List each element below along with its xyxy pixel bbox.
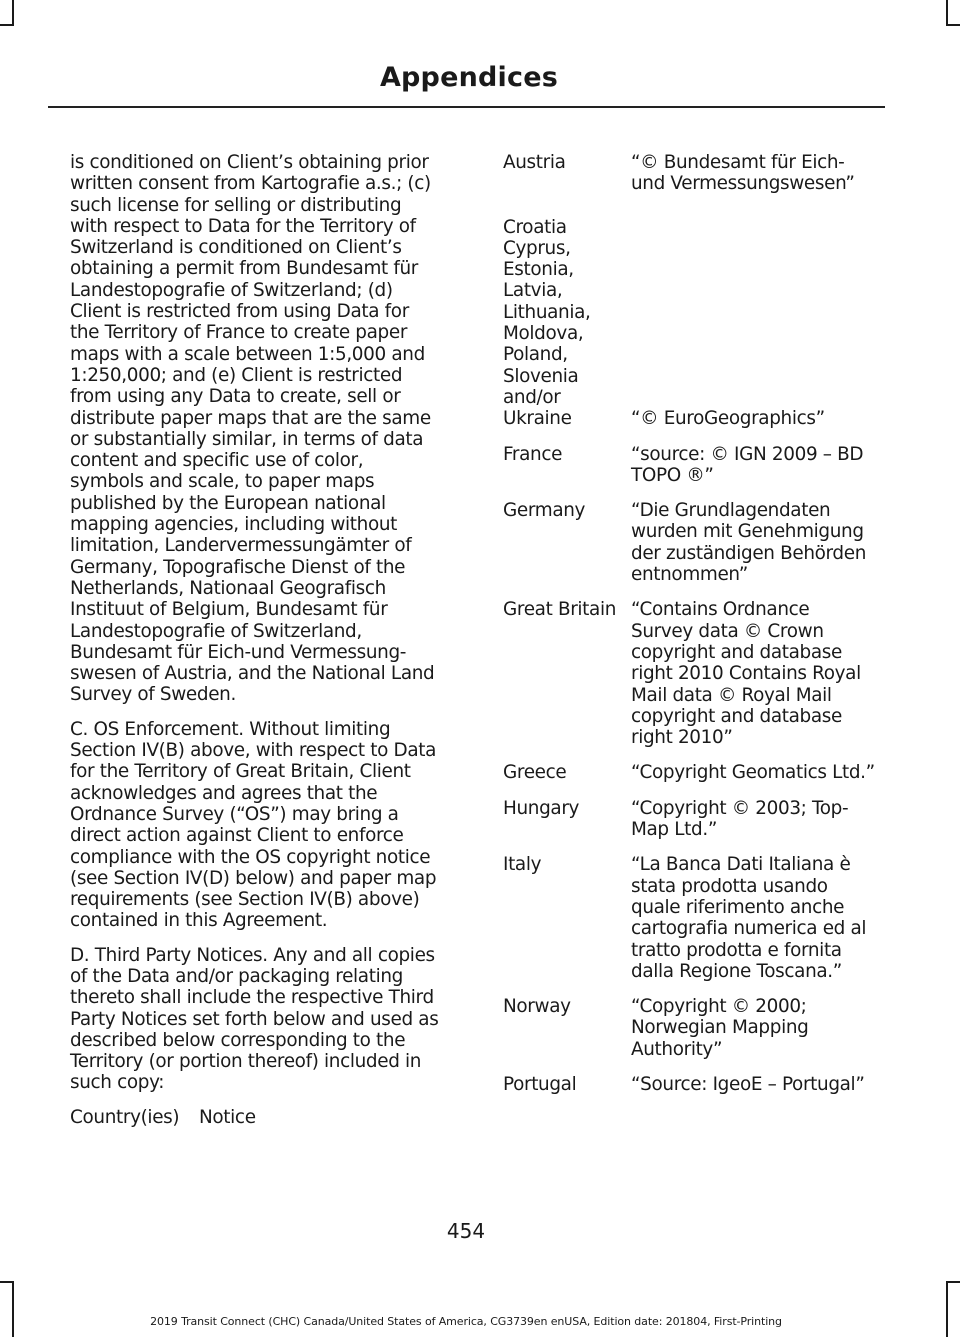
country-cell: Norway xyxy=(503,996,571,1018)
body-paragraph: C. OS Enforcement. Without limiting Section IV(B) above, with respect to Data for the Territory of Great Britain, Client acknowledges and agrees that the Ordnance Survey (“OS”) may bring a direct action against Client to enforce compliance with the OS copyright notice (see Section IV(D) below) and paper map requirements (see Section IV(B) above) contained in this Agreement. xyxy=(70,718,437,932)
crop-mark xyxy=(946,1281,948,1337)
notice-cell: “© EuroGeographics” xyxy=(631,408,825,430)
body-paragraph: D. Third Party Notices. Any and all copies of the Data and/or packaging relating thereto shall include the respective Third Party Notices set forth below and used as described below corresponding to the Territory (or portion thereof) included in such copy: xyxy=(70,944,439,1094)
left-column xyxy=(70,152,442,1128)
country-cell: Hungary xyxy=(503,797,580,819)
notice-cell: “Copyright © 2003; Top-Map Ltd.” xyxy=(631,797,849,841)
table-row xyxy=(503,217,878,430)
crop-mark xyxy=(946,0,948,26)
crop-mark xyxy=(946,24,960,26)
table-row xyxy=(503,854,878,982)
notice-table xyxy=(503,152,878,1109)
crop-mark xyxy=(0,1281,14,1283)
page-title: Appendices xyxy=(379,62,558,93)
notice-cell: “Source: IgeoE – Portugal” xyxy=(631,1073,865,1095)
table-row xyxy=(503,599,878,748)
notice-cell: “source: © IGN 2009 – BD TOPO ®” xyxy=(631,443,864,486)
country-cell: Germany xyxy=(503,500,586,522)
crop-mark xyxy=(12,1281,14,1337)
table-row xyxy=(503,500,878,585)
notice-column-header: Notice xyxy=(199,1106,256,1128)
country-cell: Italy xyxy=(503,854,542,876)
notice-cell: “La Banca Dati Italiana è stata prodotta usando quale riferimento anche cartografia numerica ed al tratto prodotta e fornita dalla Regione Toscana.” xyxy=(631,854,867,982)
country-cell: Greece xyxy=(503,762,567,784)
notice-cell: “Contains Ordnance Survey data © Crown copyright and database right 2010 Contains Royal Mail data © Royal Mail copyright and database right 2010” xyxy=(631,599,861,749)
notice-cell: “Copyright Geomatics Ltd.” xyxy=(631,762,875,784)
country-cell: Great Britain xyxy=(503,599,617,621)
notice-cell: “© Bundesamt für Eich-und Vermessungswesen” xyxy=(631,152,855,195)
page-number: 454 xyxy=(446,1219,486,1243)
notice-cell: “Die Grundlagendaten wurden mit Genehmigung der zuständigen Behörden entnommen” xyxy=(631,500,867,586)
table-row xyxy=(503,762,878,783)
crop-mark xyxy=(12,0,14,26)
crop-mark xyxy=(946,1281,960,1283)
notice-table-header xyxy=(70,1107,442,1128)
header-divider xyxy=(48,106,885,108)
crop-mark xyxy=(0,24,14,26)
footer-text: 2019 Transit Connect (CHC) Canada/United States of America, CG3739en enUSA, Edition date: 201804, First-Printing xyxy=(150,1315,782,1328)
table-row xyxy=(503,1074,878,1095)
country-cell: Croatia Cyprus, Estonia, Latvia, Lithuania, Moldova, Poland, Slovenia and/or Ukraine xyxy=(503,216,591,430)
notice-cell: “Copyright © 2000; Norwegian Mapping Authority” xyxy=(631,996,809,1060)
country-cell: Austria xyxy=(503,152,566,173)
country-cell: France xyxy=(503,443,563,465)
table-row xyxy=(503,798,878,841)
table-row xyxy=(503,444,878,487)
country-cell: Portugal xyxy=(503,1073,577,1095)
table-row xyxy=(503,152,878,195)
body-paragraph: is conditioned on Client’s obtaining prior written consent from Kartografie a.s.; (c) such license for selling or distributing with respect to Data for the Territory of Switzerland is conditioned on Client’s obtaining a permit from Bundesamt für Landestopografie of Switzerland; (d) Client is restricted from using Data for the Territory of France to create paper maps with a scale between 1:5,000 and 1:250,000; and (e) Client is restricted from using any Data to create, sell or distribute paper maps that are the same or substantially similar, in terms of data content and specific use of color, symbols and scale, to paper maps published by the European national mapping agencies, including without limitation, Landervermessungämter of Germany, Topografische Dienst of the Netherlands, Nationaal Geografisch Instituut of Belgium, Bundesamt für Landestopografie of Switzerland, Bundesamt für Eich-und Vermessung-swesen of Austria, and the National Land Survey of Sweden. xyxy=(70,152,435,706)
country-column-header: Country(ies) xyxy=(70,1106,180,1128)
table-row xyxy=(503,996,878,1060)
